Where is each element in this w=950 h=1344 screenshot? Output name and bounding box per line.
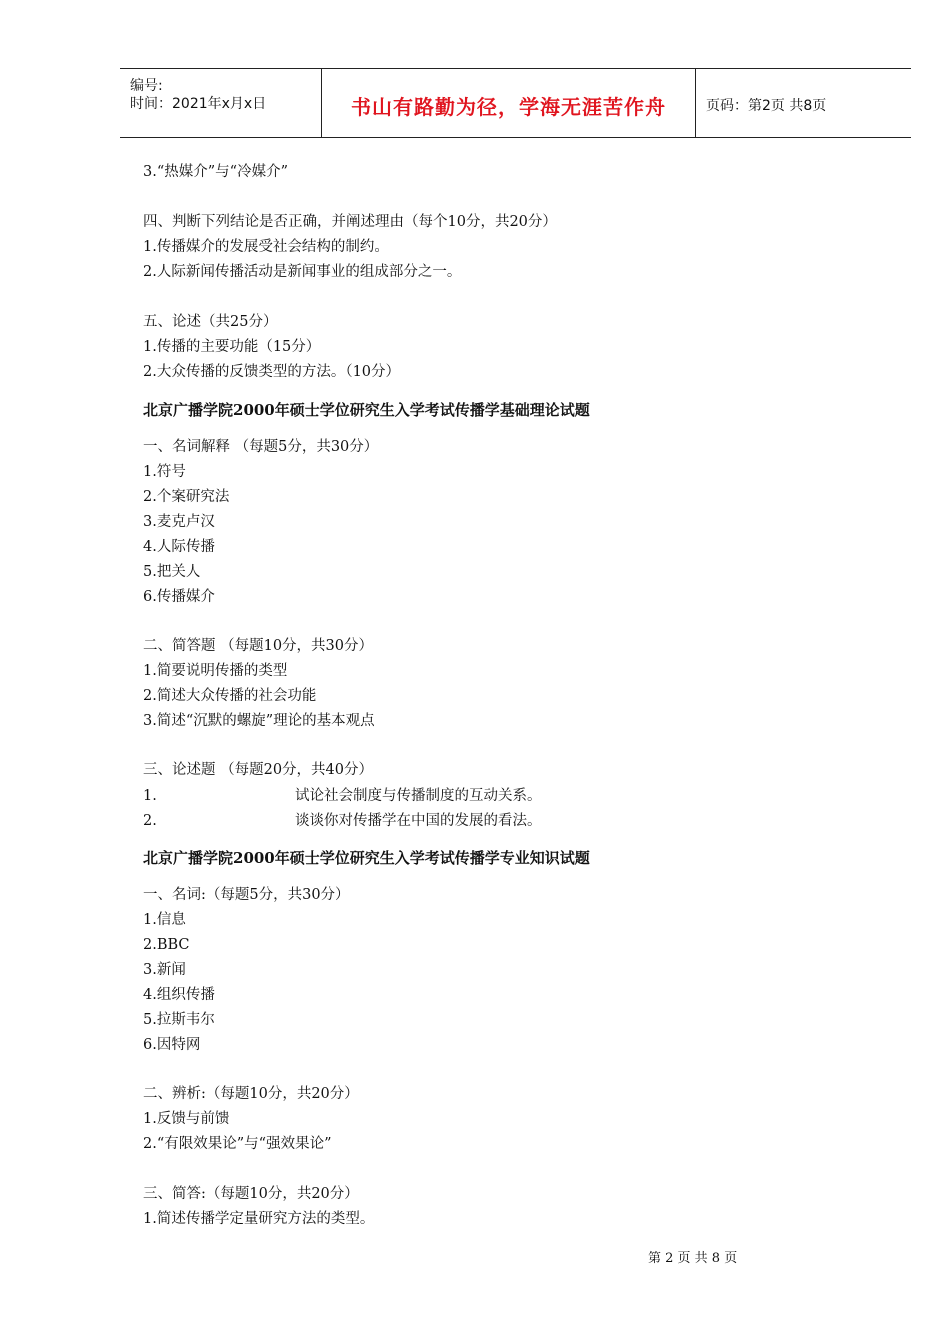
header-left-cell — [120, 69, 322, 137]
section-heading: 三、简答:（每题10分，共20分） — [143, 1186, 359, 1202]
header-table — [120, 68, 911, 138]
text-line: 3.“热媒介”与“冷媒介” — [143, 164, 288, 180]
header-page-number: 页码：第2页 共8页 — [706, 98, 827, 114]
text-line: 1.传播的主要功能（15分） — [143, 339, 321, 355]
text-line: 2.大众传播的反馈类型的方法。（10分） — [143, 364, 401, 380]
header-motto-cell — [322, 69, 696, 137]
text-line: 2.BBC — [143, 937, 190, 953]
text-line: 5.拉斯韦尔 — [143, 1012, 215, 1028]
text-line: 试论社会制度与传播制度的互动关系。 — [295, 788, 542, 804]
text-line: 2.“有限效果论”与“强效果论” — [143, 1136, 332, 1152]
text-line: 1.信息 — [143, 912, 186, 928]
item-number: 1. — [143, 788, 157, 804]
section-heading: 五、论述（共25分） — [143, 314, 278, 330]
text-line: 3.麦克卢汉 — [143, 514, 215, 530]
text-line: 1.简述传播学定量研究方法的类型。 — [143, 1211, 375, 1227]
header-motto: 书山有路勤为径，学海无涯苦作舟 — [351, 95, 666, 119]
text-line: 2.人际新闻传播活动是新闻事业的组成部分之一。 — [143, 264, 462, 280]
document-number-label: 编号: — [130, 78, 163, 94]
text-line: 5.把关人 — [143, 564, 201, 580]
text-line: 4.人际传播 — [143, 539, 215, 555]
text-line: 1.简要说明传播的类型 — [143, 663, 288, 679]
item-number: 2. — [143, 813, 157, 829]
text-line: 4.组织传播 — [143, 987, 215, 1003]
section-heading: 一、名词解释 （每题5分，共30分） — [143, 439, 379, 455]
section-heading: 二、辨析:（每题10分，共20分） — [143, 1086, 359, 1102]
text-line: 1.符号 — [143, 464, 186, 480]
document-time-label: 时间：2021年x月x日 — [130, 96, 267, 112]
section-heading: 四、判断下列结论是否正确，并阐述理由（每个10分，共20分） — [143, 214, 557, 230]
section-heading: 二、简答题 （每题10分，共30分） — [143, 638, 374, 654]
section-heading: 三、论述题 （每题20分，共40分） — [143, 762, 374, 778]
header-page-cell — [696, 69, 911, 137]
text-line: 6.传播媒介 — [143, 589, 215, 605]
text-line: 2.个案研究法 — [143, 489, 230, 505]
text-line: 1.反馈与前馈 — [143, 1111, 230, 1127]
section-heading: 一、名词:（每题5分，共30分） — [143, 887, 350, 903]
exam-title: 北京广播学院2000年硕士学位研究生入学考试传播学专业知识试题 — [143, 849, 590, 867]
text-line: 2.简述大众传播的社会功能 — [143, 688, 317, 704]
page-footer: 第 2 页 共 8 页 — [648, 1251, 738, 1266]
exam-title: 北京广播学院2000年硕士学位研究生入学考试传播学基础理论试题 — [143, 401, 590, 419]
text-line: 6.因特网 — [143, 1037, 201, 1053]
text-line: 谈谈你对传播学在中国的发展的看法。 — [295, 813, 542, 829]
text-line: 3.简述“沉默的螺旋”理论的基本观点 — [143, 713, 375, 729]
text-line: 3.新闻 — [143, 962, 186, 978]
text-line: 1.传播媒介的发展受社会结构的制约。 — [143, 239, 389, 255]
